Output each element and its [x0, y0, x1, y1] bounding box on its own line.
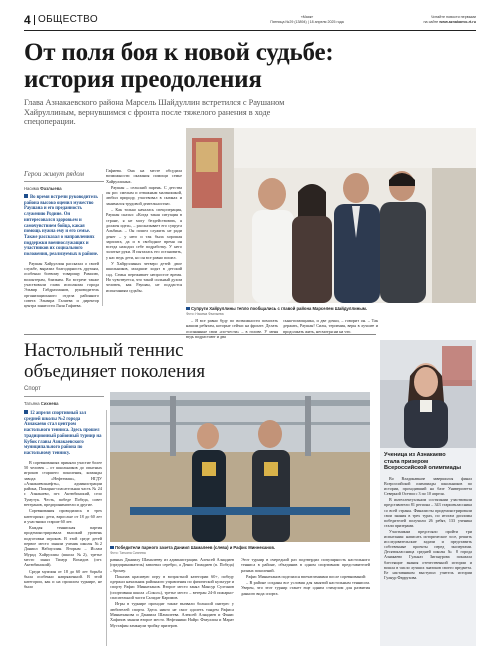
- issue-line: Пятница №29 (13894) | 18 апреля 2025 года: [270, 19, 344, 24]
- sidebar-caption-line3: Всероссийской олимпиады: [384, 465, 462, 472]
- article1-photo-caption-text: Супруги Хайруллины тепло пообщались с главой района Марселем Шайдуллиным.: [191, 306, 368, 311]
- paragraph: – В районе созданы все условия для занятий настольным теннисом. Уверен, что этот турнир станет еще одним стимулом для развития данного вида спорта.: [241, 580, 370, 596]
- article2-photo-credit: Фото: Татьяна Сихнева: [110, 551, 146, 555]
- article1-author: Фазлыева: [40, 186, 62, 191]
- student-portrait-illustration: [380, 340, 476, 448]
- article1-byline: [24, 186, 62, 191]
- article2-photo-caption-text: Победители парного зачета Даниил Шамалеев (слева) и Рафис Миннеханов.: [115, 545, 276, 550]
- lead-marker-icon: [24, 410, 28, 414]
- sidebar-caption-line2: стала призером: [384, 458, 429, 465]
- paragraph: Соревнования проводились в трех категориях: дети, взрослые от 18 до 60 лет и участники старше 60 лет.: [24, 508, 102, 524]
- article1-photo-caption: [186, 306, 476, 311]
- paragraph: Среди мужчин от 18 до 60 лет борьба была особенно напряженной. В этой категории, как и на прошлом турнире, не было: [24, 568, 102, 590]
- site-promo-prefix: на сайте: [423, 19, 439, 24]
- paragraph: Во Владикавказе завершился финал Всероссийской олимпиады школьников по истории, проходивший на базе Университета Северной Осетии с 3 по 10 апреля.: [384, 476, 472, 497]
- sidebar-caption-line1: Ученица из Азнакаево: [384, 452, 446, 458]
- paragraph: Игры в турнире проходят также вызвали большой интерес у любителей спорта. Здесь никто не смог одолеть тандем Рафиса Миннеханова и Даниила Шамалеева. Алексей Алнадиев и Фанис Хафизов заняли второе место. Нефтяники Найрс Фазуллин и Марат Мустафин замкнули тройку призеров.: [110, 601, 234, 628]
- article2-headline-line1: Настольный теннис: [24, 340, 184, 361]
- article1-lead: [24, 194, 99, 258]
- paragraph: равных Даниилу Шамалееву из администрации. Алексей Алнадиев (предприниматель) завоевал серебро, а Денис Гимадиев (п. Победа) – бронзу.: [110, 557, 234, 573]
- paragraph: сына-помощника, и две дочки, – говорит он. – Так держать, Раушан! Силы, терпения, веры в лучшее и продолжать жить, несмотря ни на что.: [283, 318, 378, 334]
- paragraph: Участникам предстояло пройти три испытания: написать историческое эссе, решить исследовательские задачи и представить собственные проекты перед экспертами. Десятиклассница средней школы № 8 города Азнакаево Гульназ Зиганурова показала блестящие знания отечественной истории и вошла в число лучших знатоков своего предмета. Ее наставником выступил учитель истории Гулнур Фаррухова.: [384, 528, 472, 580]
- paragraph: – Я все равно буду по возможности помогать нашим ребятам, которые сейчас на фронте. Делать осознанные свои «по-чести» – в голове. У меня ведь подрастают и два: [186, 318, 278, 339]
- article1-lead-text: Во время встречи руководитель района высоко оценил мужество Раушана и его преданность служению Родине. Он интересовался здоровьем и самочувствием бойца, какая помощь нужна ему и его семье. Также рассказал о направлениях поддержки военнослужащих и участников их социального положения, реализуемых в районе.: [24, 195, 99, 258]
- caption-marker-icon: [110, 546, 114, 550]
- article-separator: [24, 334, 376, 335]
- sidebar-photo: [380, 340, 476, 448]
- meeting-photo-illustration: [186, 128, 476, 303]
- article1-headline-line2: история преодоления: [24, 66, 262, 93]
- paragraph: Рафис Миннеханов поделился впечатлениями после соревнований:: [246, 573, 367, 579]
- page-number: 4: [24, 13, 31, 27]
- paragraph: В интеллектуальном состязании участвовали представители 81 региона – 343 старшеклассника со всей страны. Финалисты продемонстрировали свои знания в трех турах, по итогам дипломы победителей получили 26 ребят, 133 ученика стали призерами.: [384, 497, 472, 528]
- sidebar-body: [384, 476, 472, 581]
- caption-marker-icon: [186, 307, 190, 311]
- article2-rubric: Спорт: [24, 386, 41, 392]
- sidebar-caption: [384, 452, 474, 472]
- tennis-winners-photo-illustration: [110, 392, 370, 542]
- section-title: ОБЩЕСТВО: [38, 14, 98, 25]
- article1-col1: [24, 194, 99, 309]
- paragraph: Показав красивую игру в возрастной категории 60+, победу одержал начальник районного управления по физической культуре и спорту Рафис Миннеханов. Второе место занял Мансур Султанов (спортивная школа «Сокол»), третье место – ветеран 24-й пожарно-спасательной части Салидат Каримов.: [110, 573, 234, 601]
- paragraph: В соревнованиях приняли участие более 50 человек – от школьников до опытных игроков старшего поколения, команды завода «Нефтемаш», НГДУ «Азнакаевскнефть», администрации района, Пожарно-спасательная часть № 24 г. Азнакаево, пгт. Актюбинский, село Тумутук. Честь, победе Победа, совет ветеранов, предприниматели и другие.: [24, 459, 102, 507]
- article1-deck: Глава Азнакаевского района Марсель Шайдуллин встретился с Раушаном Хайруллиным, вернувшимся с фронта после тяжелого ранения в ходе спецоперации.: [24, 98, 285, 127]
- article1-photo: [186, 128, 476, 303]
- paragraph: – Как только началась спецоперация, Раушан сказал: «Когда такая ситуация в стране, я не могу бездействовать, я должен идти», – рассказывает его супруга Альбина. – Он пошел служить не ради денег – у него и так была хорошая зарплата, да и в свободное время он всегда находил себе подработку. У него золотые руки. Я пыталась его остановить, у нас ведь дети, но он все равно пошел.: [106, 207, 182, 260]
- paragraph: Раушан – сельский парень. С детства он рос смелым и отважным мальчишкой, любил природу, участвовал в скачках и занимался трудовой деятельностью.: [106, 184, 182, 206]
- section-divider-bar: [34, 15, 35, 25]
- article1-under-photo-col1: [186, 318, 278, 340]
- article1-under-photo-col2: [283, 318, 378, 335]
- article2-photo-caption: [110, 545, 370, 550]
- article1-headline: [24, 39, 476, 93]
- article2-lead: [24, 410, 102, 457]
- article2-col1: [24, 410, 102, 591]
- article2-photo: [110, 392, 370, 542]
- page-header: [24, 14, 476, 28]
- article2-body-col2b: [241, 557, 370, 597]
- article2-body-col2a: [110, 557, 234, 629]
- article2-author: Сихнева: [40, 401, 59, 406]
- column-divider: [102, 194, 103, 306]
- paragraph: У Хайруллиных четверо детей: двое школьников, младшие ходят в детский сад. Семья переживает непростое время. Но чувствуется, что такой сильный духом человек, как Раушан, не поддастся испытаниям судьбы.: [106, 261, 182, 293]
- lead-marker-icon: [24, 194, 28, 198]
- site-link[interactable]: www.aznakaevo-rt.ru: [439, 19, 476, 24]
- paragraph: Гафиева. Она на месте обсудила возможности оказания помощи семье Хайруллиных.: [106, 168, 182, 184]
- article1-body-col1: [24, 261, 99, 309]
- article2-headline: [24, 340, 324, 382]
- article1-rubric: Герои живут рядом: [24, 170, 84, 178]
- article1-photo-credit: Фото: Насима Фазлыева: [186, 312, 224, 316]
- issue-info: [252, 15, 362, 24]
- article1-author-label: Насима: [24, 186, 39, 191]
- article2-rubric-rule: [24, 396, 104, 397]
- header-rule: [24, 30, 476, 31]
- article2-body-col1: [24, 460, 102, 590]
- article2-lead-text: 12 апреля спортивный зал средней школы №2 города Азнакаево стал центром настольного тенниса. Здесь прошел традиционный районный турнир на Кубок главы Азнакаевского муниципального района по настольному теннису.: [24, 411, 102, 456]
- article1-rubric-rule: [24, 181, 104, 182]
- paragraph: Каждая теннисная партия продемонстрировала высокий уровень подготовки игроков. В этой среде детей первое место заняли ученик школы №2 Даниил Набиуллин. Вторым – Ислам Мурад Хайруллин (школа №2), третье место занял Тимур Вохидов (пгт. Актюбинский).: [24, 525, 102, 568]
- article2-byline: [24, 401, 58, 406]
- article1-headline-line1: От поля боя к новой судьбе:: [24, 39, 334, 66]
- column-divider: [106, 410, 107, 646]
- site-promo: [423, 15, 476, 24]
- article1-body-col2: [106, 168, 182, 294]
- paragraph: Раушан Хайруллин рассказал о своей службе, выразил благодарность друзьям, особенно боевому товарищу Рамилю, волонтерам, близким. Во встрече также участвовали глава исполкома города Эльвир Габдрахманов, руководитель организационного отдела районного совета Эльвира Галиева и директор центра занятости Ляля Гафиева.: [24, 260, 99, 309]
- site-promo-line1: Читайте новости первыми: [431, 15, 476, 19]
- article2-headline-line2: объединяет поколения: [24, 361, 206, 382]
- article2-author-label: Татьяна: [24, 401, 40, 406]
- paper-name: «Маяк»: [300, 15, 314, 19]
- paragraph: Этот турнир в очередной раз подтвердил популярность настольного тенниса в районе, объединив в одном спортивном представителей разных поколений.: [241, 557, 370, 573]
